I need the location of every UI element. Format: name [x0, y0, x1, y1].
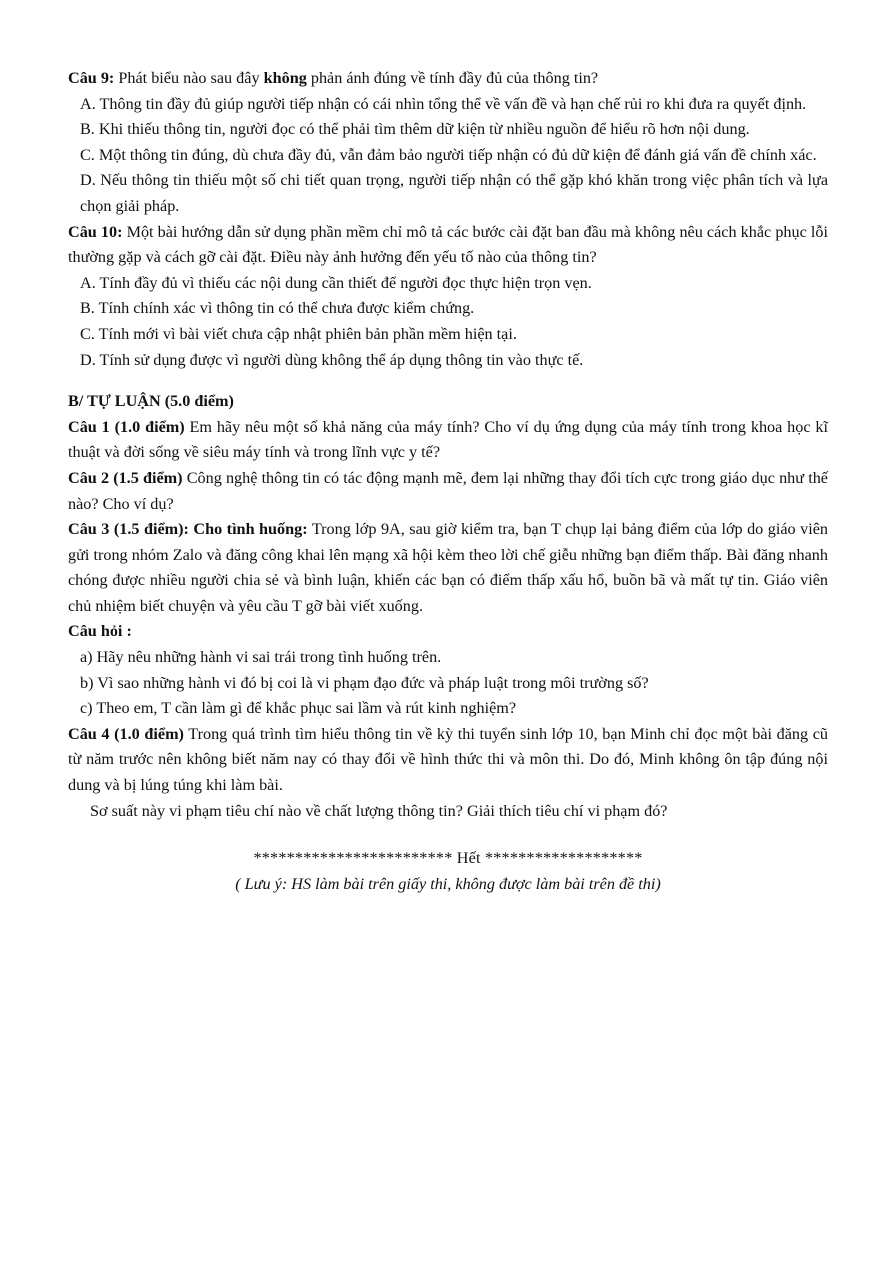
essay-heading	[68, 389, 828, 415]
section-spacer	[68, 373, 828, 389]
question-9-label: Câu 9:	[68, 69, 115, 87]
essay-question-2-text: Công nghệ thông tin có tác động mạnh mẽ, đem lại những thay đổi tích cực trong giáo dục như thế nào? Cho ví dụ?	[68, 468, 828, 513]
question-10-stem-text: Một bài hướng dẫn sử dụng phần mềm chỉ mô tả các bước cài đặt ban đầu mà không nêu cách khắc phục lỗi thường gặp và cách gỡ cài đặt. Điều này ảnh hưởng đến yếu tố nào của thông tin?	[68, 222, 828, 267]
essay-question-3-text: Trong lớp 9A, sau giờ kiểm tra, bạn T chụp lại bảng điểm của lớp do giáo viên gửi trong nhóm Zalo và đăng công khai lên mạng xã hội kèm theo lời chế giễu những bạn điểm thấp. Bài đăng nhanh chóng được nhiều người chia sẻ và bình luận, khiến các bạn có điểm thấp xấu hổ, buồn bã và mất tự tin. Giáo viên chủ nhiệm biết chuyện và yêu cầu T gỡ bài viết xuống.	[68, 520, 828, 615]
question-9-emphasis: không	[263, 69, 307, 87]
essay-question-4-follow-up: Sơ suất này vi phạm tiêu chí nào về chất lượng thông tin? Giải thích tiêu chí vi phạm đó?	[90, 801, 668, 820]
exam-page	[68, 66, 828, 897]
essay-question-3	[68, 517, 828, 619]
question-10-option-b: B. Tính chính xác vì thông tin có thể chưa được kiểm chứng.	[80, 299, 475, 318]
essay-question-3-questions-label	[68, 619, 828, 645]
end-of-exam-line: ************************ Hết *******************	[253, 849, 643, 868]
essay-section	[68, 389, 828, 824]
question-9-option-b: B. Khi thiếu thông tin, người đọc có thể phải tìm thêm dữ kiện từ nhiều nguồn để hiểu rõ hơn nội dung.	[80, 120, 750, 139]
question-9-option-c: C. Một thông tin đúng, dù chưa đầy đủ, vẫn đảm bảo người tiếp nhận có đủ dữ kiện để đánh giá vấn đề chính xác.	[80, 145, 817, 164]
essay-question-3-sub-c: c) Theo em, T cần làm gì để khắc phục sai lầm và rút kinh nghiệm?	[80, 699, 517, 718]
essay-question-2	[68, 466, 828, 517]
essay-question-1-text: Em hãy nêu một số khả năng của máy tính? Cho ví dụ ứng dụng của máy tính trong khoa học kĩ thuật và đời sống về siêu máy tính và trong lĩnh vực y tế?	[68, 417, 828, 462]
question-9-option-d: D. Nếu thông tin thiếu một số chi tiết quan trọng, người tiếp nhận có thể gặp khó khăn trong việc phân tích và lựa chọn giải pháp.	[80, 171, 828, 215]
question-10-option-a: A. Tính đầy đủ vì thiếu các nội dung cần thiết để người đọc thực hiện trọn vẹn.	[80, 273, 592, 292]
question-9-stem	[68, 66, 828, 92]
essay-question-3-sub-a: a) Hãy nêu những hành vi sai trái trong tình huống trên.	[80, 648, 442, 667]
question-9-stem-text: Phát biểu nào sau đây	[114, 69, 264, 87]
essay-question-3-label: Câu 3 (1.5 điểm): Cho tình huống:	[68, 520, 308, 539]
essay-heading-text: B/ TỰ LUẬN (5.0 điểm)	[68, 392, 234, 411]
essay-question-1	[68, 415, 828, 466]
question-9	[68, 66, 828, 220]
question-10-option-d: D. Tính sử dụng được vì người dùng không thể áp dụng thông tin vào thực tế.	[80, 350, 584, 369]
essay-question-4-text: Trong quá trình tìm hiểu thông tin về kỳ thi tuyển sinh lớp 10, bạn Minh chỉ đọc một bài đăng cũ từ năm trước nên không biết năm nay có thay đổi về hình thức thi và môn thi. Do đó, Minh không ôn tập đúng nội dung và bị lúng túng khi làm bài.	[68, 724, 828, 795]
question-9-option-a: A. Thông tin đầy đủ giúp người tiếp nhận có cái nhìn tổng thể về vấn đề và hạn chế rủi ro khi đưa ra quyết định.	[80, 94, 807, 113]
question-10	[68, 220, 828, 374]
essay-question-1-label: Câu 1 (1.0 điểm)	[68, 417, 185, 436]
essay-question-2-label: Câu 2 (1.5 điểm)	[68, 468, 183, 487]
question-10-option-c: C. Tính mới vì bài viết chưa cập nhật phiên bản phần mềm hiện tại.	[80, 324, 517, 343]
exam-note: ( Lưu ý: HS làm bài trên giấy thi, không được làm bài trên đề thi)	[235, 874, 661, 893]
essay-question-4	[68, 722, 828, 799]
essay-question-4-label: Câu 4 (1.0 điểm)	[68, 724, 184, 743]
essay-question-3-sub-b: b) Vì sao những hành vi đó bị coi là vi phạm đạo đức và pháp luật trong môi trường số?	[80, 673, 649, 692]
question-9-stem-text-end: phản ánh đúng về tính đầy đủ của thông tin?	[306, 69, 599, 87]
question-10-label: Câu 10:	[68, 222, 123, 241]
questions-label-text: Câu hỏi :	[68, 622, 132, 641]
question-10-stem	[68, 220, 828, 271]
